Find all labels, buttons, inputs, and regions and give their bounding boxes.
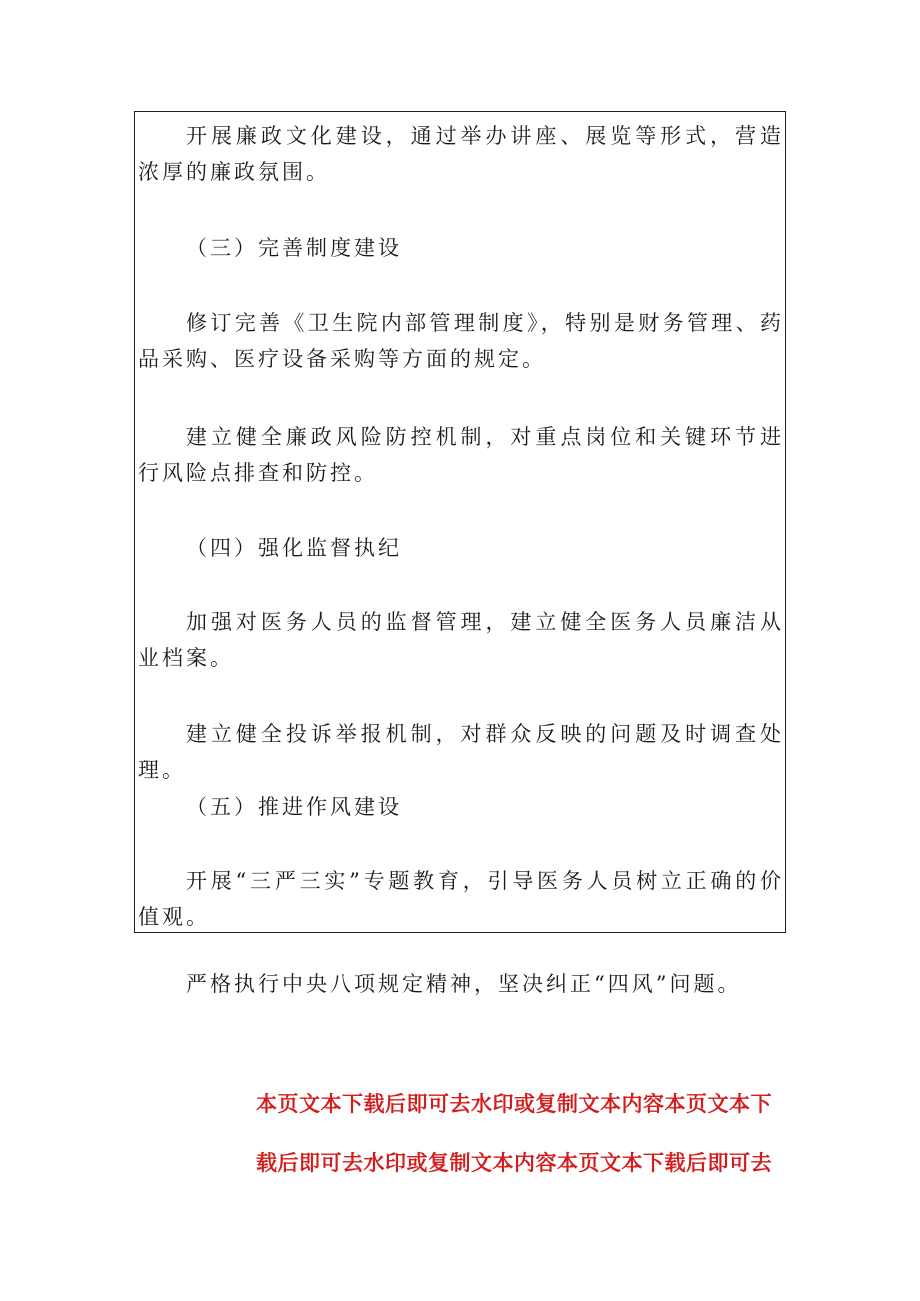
paragraph-complaints: 建立健全投诉举报机制，对群众反映的问题及时调查处理。 bbox=[138, 722, 784, 782]
paragraph-education: 开展“三严三实”专题教育，引导医务人员树立正确的价值观。 bbox=[138, 869, 784, 929]
paragraph-culture: 开展廉政文化建设，通过举办讲座、展览等形式，营造浓厚的廉政氛围。 bbox=[138, 124, 784, 184]
paragraph-eight-rules: 严格执行中央八项规定精神，坚决纠正“四风”问题。 bbox=[186, 972, 742, 996]
section-heading-3: （三）完善制度建设 bbox=[186, 236, 402, 260]
paragraph-supervision: 加强对医务人员的监督管理，建立健全医务人员廉洁从业档案。 bbox=[138, 610, 784, 670]
section-heading-5: （五）推进作风建设 bbox=[186, 795, 402, 819]
paragraph-risk-control: 建立健全廉政风险防控机制，对重点岗位和关键环节进行风险点排查和防控。 bbox=[138, 425, 784, 485]
section-heading-4: （四）强化监督执纪 bbox=[186, 536, 402, 560]
paragraph-regulations: 修订完善《卫生院内部管理制度》，特别是财务管理、药品采购、医疗设备采购等方面的规定。 bbox=[138, 311, 784, 371]
download-notice-line-2: 载后即可去水印或复制文本内容本页文本下载后即可去 bbox=[256, 1151, 772, 1175]
download-notice-line-1: 本页文本下载后即可去水印或复制文本内容本页文本下 bbox=[256, 1092, 772, 1116]
